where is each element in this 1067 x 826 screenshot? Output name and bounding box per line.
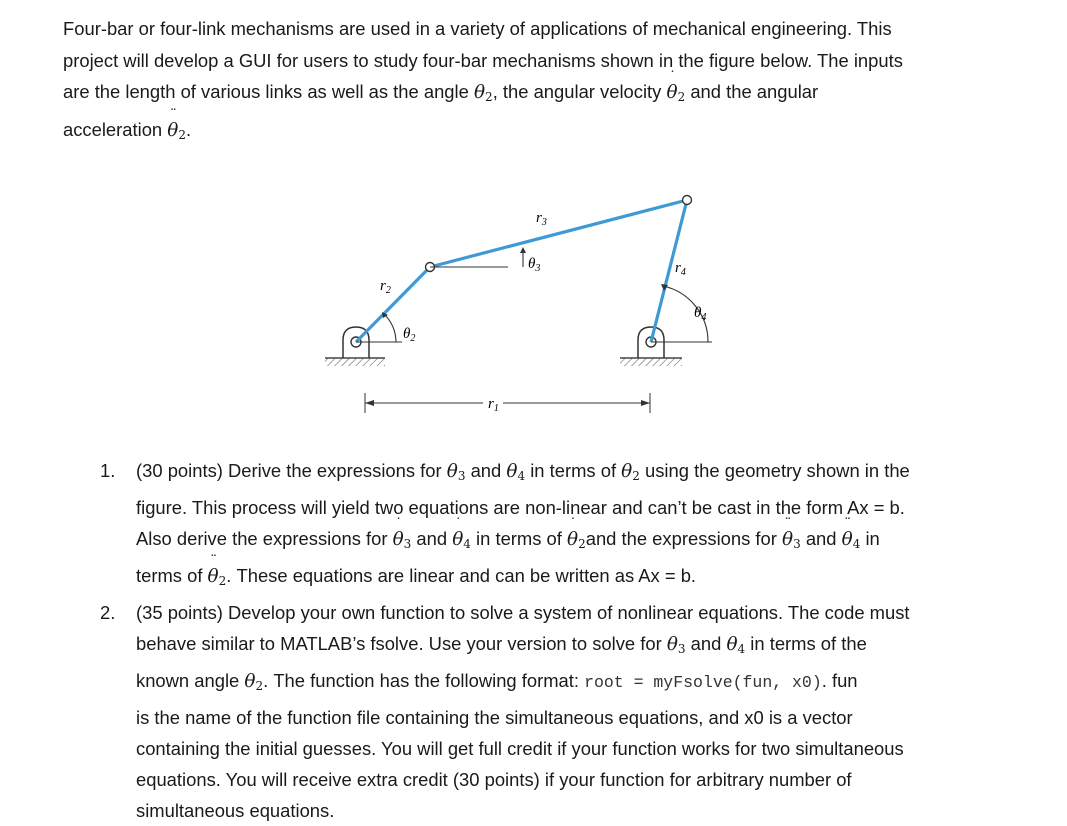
intro-line-2: project will develop a GUI for users to study four-bar mechanisms shown in the figure below. The inputs [63,49,903,71]
question-2: 2. (35 points) Develop your own function to solve a system of nonlinear equations. The code must behave similar to MATLAB’s fsolve. Use your version to solve for $\theta_3$ and $\theta_4$ in terms of the known angle $\theta_2$. The function has the following format: root = myFsolve(fun, x0). fun is the name of the function file containing the simultaneous equations, and x0 is a vector containing the initial guesses. You will get full credit if your function works for two simultaneous equations. You will receive extra credit (30 points) if your function for arbitrary number of simultaneous equations. [100,597,1020,826]
intro-line-3: are the length of various links as well as the angle $\theta_2$, the angular velocity ˙ $\theta_2$ and the angular [63,76,1023,114]
theta2-symbol: $\theta_2$ [473,82,493,104]
link-r2 [356,267,430,342]
code-snippet: root = myFsolve(fun, x0) [584,673,822,692]
label-r4: $r_4$ [675,260,686,278]
question-2-number: 2. [100,602,116,623]
question-list [100,455,1020,826]
intro-line-1: Four-bar or four-link mechanisms are used in a variety of applications of mechanical engineering. This [63,18,892,39]
link-r3 [430,200,687,267]
theta2-ddot-symbol: ¨ $\theta_2$ [167,120,186,141]
label-theta3: $\theta_3$ [528,256,541,274]
label-r2: $r_2$ [380,278,391,296]
label-theta2: $\theta_2$ [403,326,416,344]
ground-right [620,327,682,366]
question-1-number: 1. [100,460,116,481]
theta2-arc [384,314,396,342]
label-r3: $r_3$ [536,210,547,228]
question-1: 1. (30 points) Derive the expressions for $\theta_3$ and $\theta_4$ in terms of $\theta_2$ using the geometry shown in the figure. This process will yield two equations are non-linear and can’t be cast in the form Ax = b. Also derive the expressions for ˙ $\theta_3$ and ˙ $\theta_4$ in terms of ˙ $\theta_2and$ the expressions for ¨ $\theta_3$ and ¨ $\theta_4$ in terms of ¨ $\theta_2$. These equations are linear and can be written as Ax = b. [100,455,1020,597]
intro-line-4: acceleration ¨ $\theta_2$. [63,114,1023,152]
mechanism-diagram [320,175,740,435]
ground-left [325,327,385,366]
label-r1: $r_1$ [488,396,499,414]
theta2-dot-symbol: ˙ $\theta_2$ [666,82,685,103]
intro-paragraph [63,13,1023,151]
label-theta4: $\theta_4$ [694,305,707,323]
joint-b [683,196,692,205]
four-bar-figure [320,175,740,435]
